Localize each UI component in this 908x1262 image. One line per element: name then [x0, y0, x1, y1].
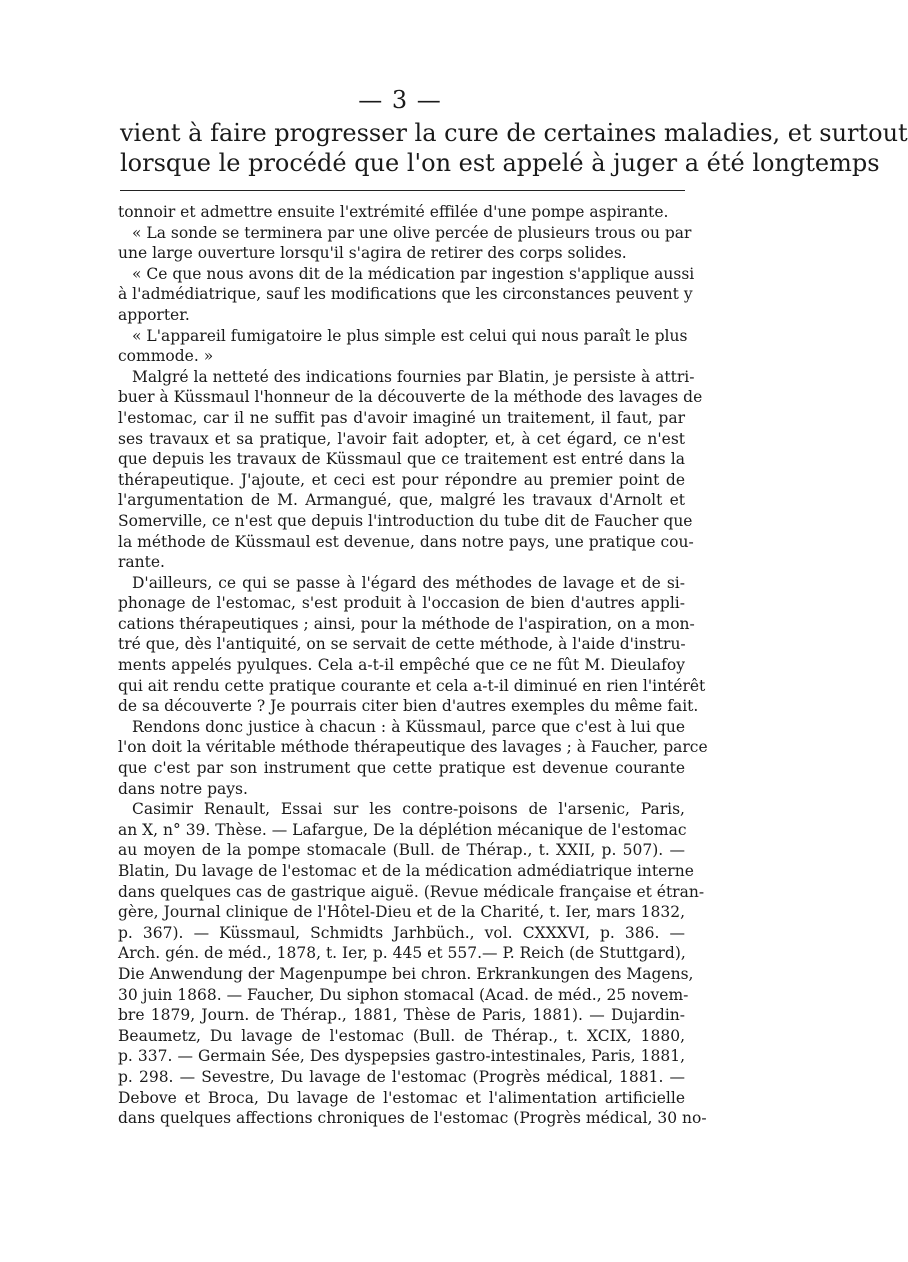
- paragraph-line: p. 367). — Küssmaul, Schmidts Jarhbüch., vol. CXXXVI, p. 386. —: [118, 923, 685, 942]
- paragraph-line: que c'est par son instrument que cette pratique est devenue courante: [118, 759, 685, 778]
- top-text-line: vient à faire progresser la cure de certaines maladies, et surtout: [120, 119, 908, 147]
- paragraph-line: que depuis les travaux de Küssmaul que ce traitement est entré dans la: [118, 450, 685, 469]
- paragraph-line: qui ait rendu cette pratique courante et cela a-t-il diminué en rien l'intérêt: [118, 676, 706, 695]
- paragraph-line: bre 1879, Journ. de Thérap., 1881, Thèse de Paris, 1881). — Dujardin-: [118, 1006, 685, 1025]
- paragraph-line: gère, Journal clinique de l'Hôtel-Dieu et de la Charité, t. Ier, mars 1832,: [118, 903, 685, 922]
- paragraph-line: ses travaux et sa pratique, l'avoir fait adopter, et, à cet égard, ce n'est: [118, 429, 685, 448]
- paragraph-line: p. 337. — Germain Sée, Des dyspepsies gastro-intestinales, Paris, 1881,: [118, 1047, 685, 1066]
- paragraph-line: cations thérapeutiques ; ainsi, pour la méthode de l'aspiration, on a mon-: [118, 614, 695, 633]
- paragraph-line: l'on doit la véritable méthode thérapeutique des lavages ; à Faucher, parce: [118, 738, 708, 757]
- paragraph-line: « Ce que nous avons dit de la médication par ingestion s'applique aussi: [132, 264, 695, 283]
- body-text: [118, 202, 708, 1129]
- page-number: — 3 —: [358, 86, 442, 114]
- paragraph-line: Casimir Renault, Essai sur les contre-poisons de l'arsenic, Paris,: [132, 800, 685, 819]
- paragraph-line: phonage de l'estomac, s'est produit à l'occasion de bien d'autres appli-: [118, 594, 685, 613]
- paragraph-line: dans quelques cas de gastrique aiguë. (Revue médicale française et étran-: [118, 882, 705, 901]
- paragraph-line: Debove et Broca, Du lavage de l'estomac et l'alimentation artificielle: [118, 1088, 685, 1107]
- paragraph-line: dans notre pays.: [118, 779, 248, 798]
- paragraph-line: « L'appareil fumigatoire le plus simple est celui qui nous paraît le plus: [132, 326, 688, 345]
- paragraph-line: l'estomac, car il ne suffit pas d'avoir imaginé un traitement, il faut, par: [118, 408, 685, 427]
- paragraph-line: une large ouverture lorsqu'il s'agira de retirer des corps solides.: [118, 244, 627, 263]
- paragraph: [118, 264, 695, 326]
- paragraph-line: à l'admédiatrique, sauf les modifications que les circonstances peuvent y: [118, 285, 693, 304]
- paragraph-line: Rendons donc justice à chacun : à Küssmaul, parce que c'est à lui que: [132, 717, 685, 736]
- paragraph-line: D'ailleurs, ce qui se passe à l'égard des méthodes de lavage et de si-: [132, 573, 685, 592]
- paragraph: [118, 573, 706, 717]
- paragraph-line: ments appelés pyulques. Cela a-t-il empêché que ce ne fût M. Dieulafoy: [118, 656, 685, 675]
- paragraph-line: Arch. gén. de méd., 1878, t. Ier, p. 445 et 557.— P. Reich (de Stuttgard),: [118, 944, 686, 963]
- paragraph: [118, 202, 685, 223]
- paragraph-line: rante.: [118, 553, 165, 572]
- paragraph-line: tonnoir et admettre ensuite l'extrémité effilée d'une pompe aspirante.: [118, 203, 669, 221]
- paragraph-line: l'argumentation de M. Armangué, que, malgré les travaux d'Arnolt et: [118, 491, 685, 510]
- paragraph-line: « La sonde se terminera par une olive percée de plusieurs trous ou par: [132, 223, 692, 242]
- paragraph-line: commode. »: [118, 347, 214, 366]
- paragraph-line: 30 juin 1868. — Faucher, Du siphon stomacal (Acad. de méd., 25 novem-: [118, 985, 689, 1004]
- paragraph-line: Beaumetz, Du lavage de l'estomac (Bull. de Thérap., t. XCIX, 1880,: [118, 1026, 685, 1045]
- top-text-line: lorsque le procédé que l'on est appelé à juger a été longtemps: [120, 149, 880, 177]
- paragraph-line: an X, n° 39. Thèse. — Lafargue, De la déplétion mécanique de l'estomac: [118, 820, 687, 839]
- paragraph: [118, 223, 692, 264]
- paragraph-line: dans quelques affections chroniques de l'estomac (Progrès médical, 30 no-: [118, 1109, 707, 1128]
- paragraph-line: Malgré la netteté des indications fournies par Blatin, je persiste à attri-: [132, 367, 695, 386]
- paragraph-line: thérapeutique. J'ajoute, et ceci est pour répondre au premier point de: [118, 470, 685, 489]
- paragraph: [118, 326, 688, 367]
- paragraph: [118, 367, 703, 573]
- paragraph: [118, 799, 707, 1129]
- paragraph-line: la méthode de Küssmaul est devenue, dans notre pays, une pratique cou-: [118, 532, 694, 551]
- paragraph-line: Blatin, Du lavage de l'estomac et de la médication admédiatrique interne: [118, 862, 694, 880]
- horizontal-rule: [120, 190, 685, 191]
- paragraph-line: au moyen de la pompe stomacale (Bull. de Thérap., t. XXII, p. 507). —: [118, 841, 685, 860]
- paragraph-line: Somerville, ce n'est que depuis l'introduction du tube dit de Faucher que: [118, 511, 693, 530]
- paragraph: [118, 717, 708, 799]
- paragraph-line: tré que, dès l'antiquité, on se servait de cette méthode, à l'aide d'instru-: [118, 635, 686, 654]
- paragraph-line: de sa découverte ? Je pourrais citer bien d'autres exemples du même fait.: [118, 697, 699, 716]
- paragraph-line: p. 298. — Sevestre, Du lavage de l'estomac (Progrès médical, 1881. —: [118, 1067, 685, 1086]
- paragraph-line: Die Anwendung der Magenpumpe bei chron. Erkrankungen des Magens,: [118, 964, 694, 983]
- paragraph-line: apporter.: [118, 305, 190, 324]
- paragraph-line: buer à Küssmaul l'honneur de la découverte de la méthode des lavages de: [118, 388, 703, 407]
- top-text: [120, 118, 908, 178]
